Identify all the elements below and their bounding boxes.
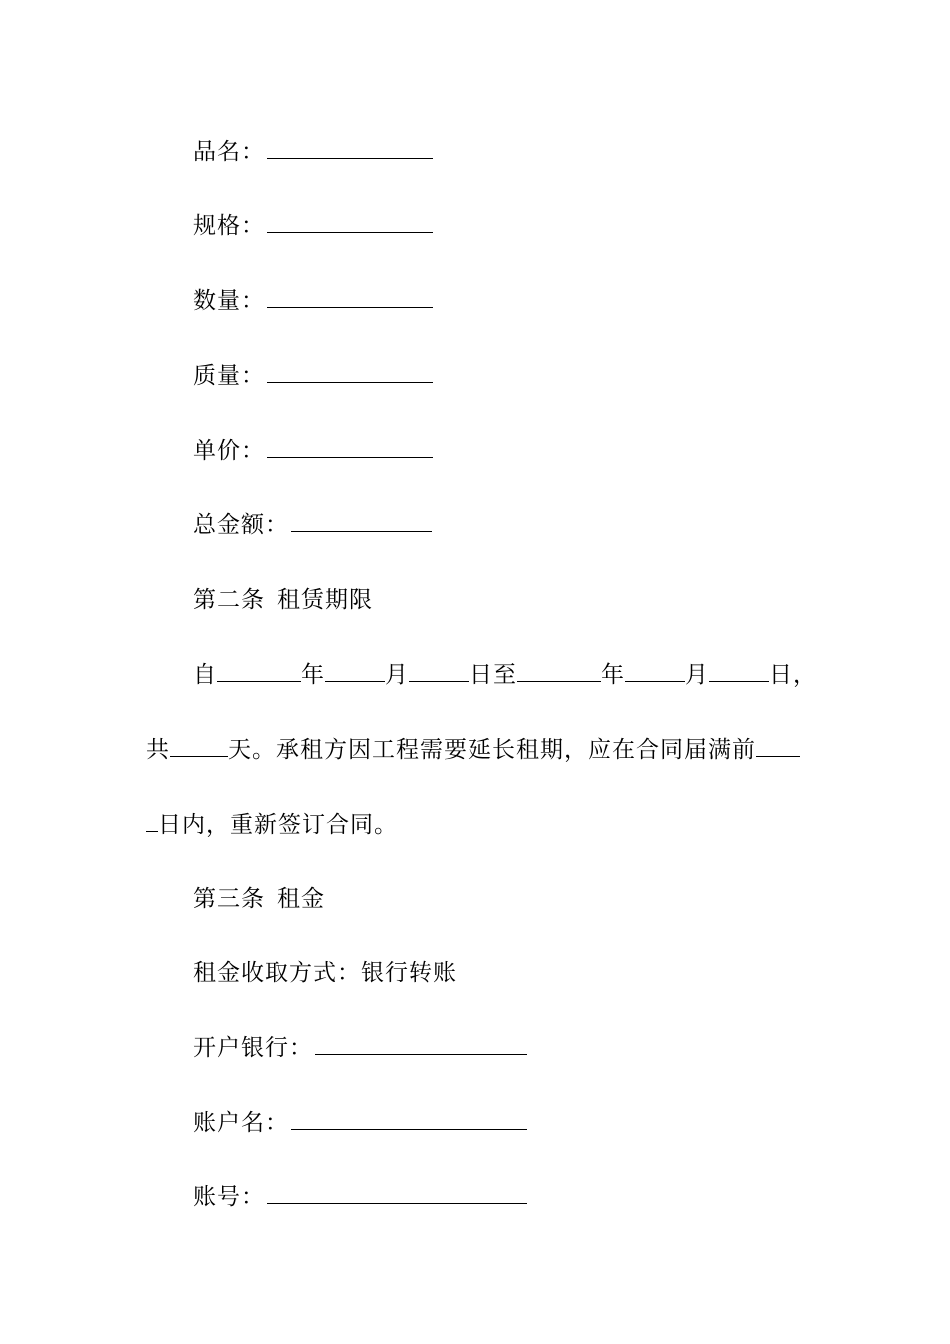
- field-label: 总金额：: [193, 512, 289, 538]
- field-label: 开户银行：: [193, 1035, 313, 1061]
- article-title: 租金: [277, 886, 325, 912]
- text-renewal: 日内，重新签订合同。: [158, 812, 398, 838]
- payment-method-text: 租金收取方式：银行转账: [193, 960, 457, 986]
- field-total-amount: [193, 510, 432, 540]
- field-quality: [193, 361, 433, 391]
- field-account-name: [193, 1108, 527, 1138]
- text-month: 月: [385, 662, 409, 688]
- blank-year-start[interactable]: [217, 661, 301, 682]
- text-month: 月: [685, 662, 709, 688]
- blank-month-end[interactable]: [625, 661, 685, 682]
- field-label: 质量：: [193, 363, 265, 389]
- field-bank: [193, 1033, 527, 1063]
- field-label: 账号：: [193, 1184, 265, 1210]
- field-account-number: [193, 1182, 527, 1212]
- field-label: 数量：: [193, 288, 265, 314]
- article-2-period-line: [193, 660, 817, 690]
- field-quantity: [193, 286, 433, 316]
- article-number: 第三条: [193, 886, 265, 912]
- text-year: 年: [301, 662, 325, 688]
- blank-line[interactable]: [267, 212, 433, 233]
- blank-day-end[interactable]: [709, 661, 769, 682]
- text-year: 年: [601, 662, 625, 688]
- field-spec: [193, 211, 433, 241]
- blank-line[interactable]: [267, 138, 433, 159]
- blank-line[interactable]: [267, 437, 433, 458]
- blank-line[interactable]: [267, 362, 433, 383]
- blank-line[interactable]: [315, 1034, 527, 1055]
- text-day-to: 日至: [469, 662, 517, 688]
- field-product-name: [193, 137, 433, 167]
- article-2-renewal-line: [146, 810, 398, 840]
- article-2-heading: [193, 585, 373, 615]
- field-unit-price: [193, 436, 433, 466]
- blank-day-start[interactable]: [409, 661, 469, 682]
- article-3-heading: [193, 884, 325, 914]
- blank-month-start[interactable]: [325, 661, 385, 682]
- text-total: 共: [146, 737, 170, 763]
- article-2-extension-line: [146, 735, 800, 765]
- blank-line[interactable]: [267, 287, 433, 308]
- blank-days[interactable]: [170, 736, 228, 757]
- blank-line[interactable]: [291, 1109, 527, 1130]
- rent-payment-method: [193, 958, 457, 988]
- field-label: 账户名：: [193, 1110, 289, 1136]
- blank-year-end[interactable]: [517, 661, 601, 682]
- blank-days-before[interactable]: [756, 736, 800, 757]
- field-label: 品名：: [193, 139, 265, 165]
- article-title: 租赁期限: [277, 587, 373, 613]
- field-label: 单价：: [193, 438, 265, 464]
- text-extension: 天。承租方因工程需要延长租期，应在合同届满前: [228, 737, 756, 763]
- text-from: 自: [193, 662, 217, 688]
- blank-days-before-cont[interactable]: [146, 811, 158, 832]
- blank-line[interactable]: [267, 1183, 527, 1204]
- article-number: 第二条: [193, 587, 265, 613]
- field-label: 规格：: [193, 213, 265, 239]
- text-day-end: 日，: [769, 662, 817, 688]
- blank-line[interactable]: [291, 511, 432, 532]
